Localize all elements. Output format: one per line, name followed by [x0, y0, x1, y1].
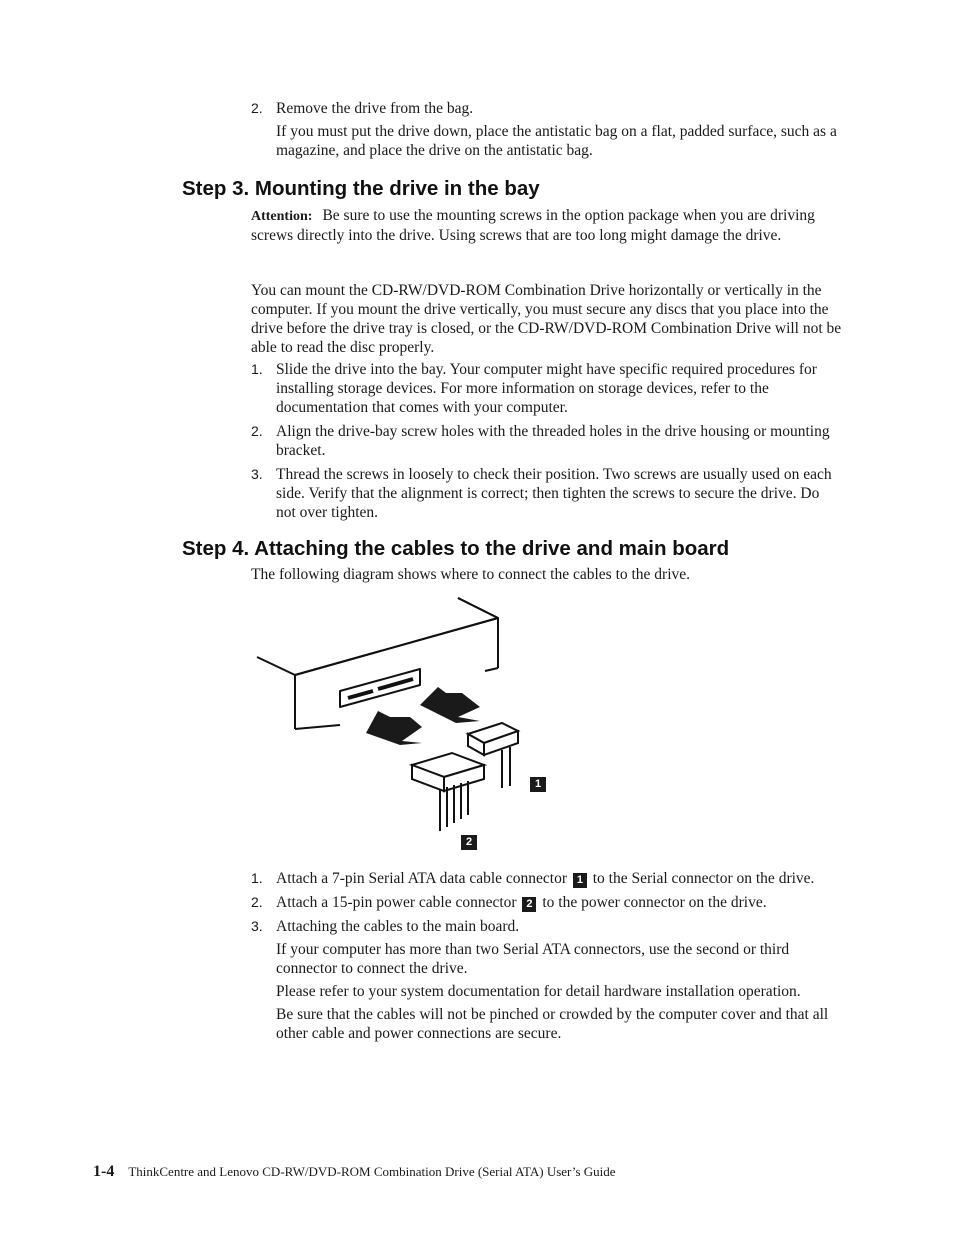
callout-1-badge: 1: [573, 873, 587, 888]
step4-heading: Step 4. Attaching the cables to the drive and main board: [182, 537, 730, 560]
step4-intro: The following diagram shows where to connect the cables to the drive.: [251, 566, 691, 583]
list-item-number: 2.: [251, 423, 263, 439]
list-item-number: 3.: [251, 918, 263, 934]
attention-text: Be sure to use the mounting screws in the option package when you are driving screws directly into the drive. Using screws that are too long might damage the drive.: [251, 207, 815, 244]
step3-list: [251, 360, 843, 527]
list-item-number: 1.: [251, 870, 263, 886]
drive-illustration: [250, 593, 560, 855]
list-item: [251, 99, 843, 160]
step3-heading: Step 3. Mounting the drive in the bay: [182, 177, 540, 200]
callout-2-badge: 2: [461, 835, 477, 850]
list-item-number: 2.: [251, 100, 263, 116]
list-item-text: [276, 893, 843, 912]
list-item-note: Please refer to your system documentation for detail hardware installation operation.: [276, 983, 801, 1000]
list-item: [251, 422, 843, 460]
list-item-text: Attaching the cables to the main board.: [276, 918, 520, 935]
list-item-number: 2.: [251, 894, 263, 910]
step3-intro: You can mount the CD-RW/DVD-ROM Combination Drive horizontally or vertically in the computer. If you mount the drive vertically, you must secure any discs that you place into the drive before the drive tray is closed, or the CD-RW/DVD-ROM Combination Drive will not be able to read the disc properly.: [251, 282, 842, 356]
page-number: 1-4: [93, 1163, 115, 1180]
list-item: [251, 869, 843, 888]
page-footer: [93, 1163, 616, 1181]
intro-step-list: [251, 99, 843, 165]
step4-list: [251, 869, 843, 1048]
list-item-text-before: Attach a 15-pin power cable connector: [276, 894, 517, 911]
list-item-note: Be sure that the cables will not be pinched or crowded by the computer cover and that all other cable and power connections are secure.: [276, 1006, 829, 1042]
list-item: [251, 360, 843, 417]
list-item-note: If your computer has more than two Serial ATA connectors, use the second or third connector to connect the drive.: [276, 941, 790, 977]
callout-1-badge: 1: [530, 777, 546, 792]
list-item-number: 3.: [251, 466, 263, 482]
list-item-text: [276, 869, 843, 888]
list-item-text: Thread the screws in loosely to check their position. Two screws are usually used on each side. Verify that the alignment is correct; then tighten the screws to secure the drive. Do not over tighten.: [276, 466, 832, 521]
list-item: [251, 465, 843, 522]
attention-label: Attention:: [251, 209, 313, 224]
list-item-text: Remove the drive from the bag.: [276, 100, 474, 117]
list-item-number: 1.: [251, 361, 263, 377]
list-item-text-after: to the Serial connector on the drive.: [592, 870, 815, 887]
list-item-text-after: to the power connector on the drive.: [542, 894, 767, 911]
list-item-note: If you must put the drive down, place the antistatic bag on a flat, padded surface, such as a magazine, and place the drive on the antistatic bag.: [276, 123, 837, 159]
attention-note: [251, 206, 843, 245]
cable-connection-diagram: [250, 593, 560, 855]
list-item: [251, 893, 843, 912]
list-item-text: Slide the drive into the bay. Your computer might have specific required procedures for installing storage devices. For more information on storage devices, refer to the documentation that comes with your computer.: [276, 361, 817, 416]
list-item-text: Align the drive-bay screw holes with the threaded holes in the drive housing or mounting bracket.: [276, 423, 830, 459]
document-title: ThinkCentre and Lenovo CD-RW/DVD-ROM Combination Drive (Serial ATA) User’s Guide: [128, 1164, 616, 1179]
list-item-text-before: Attach a 7-pin Serial ATA data cable connector: [276, 870, 567, 887]
list-item: [251, 917, 843, 1043]
callout-2-badge: 2: [522, 897, 536, 912]
